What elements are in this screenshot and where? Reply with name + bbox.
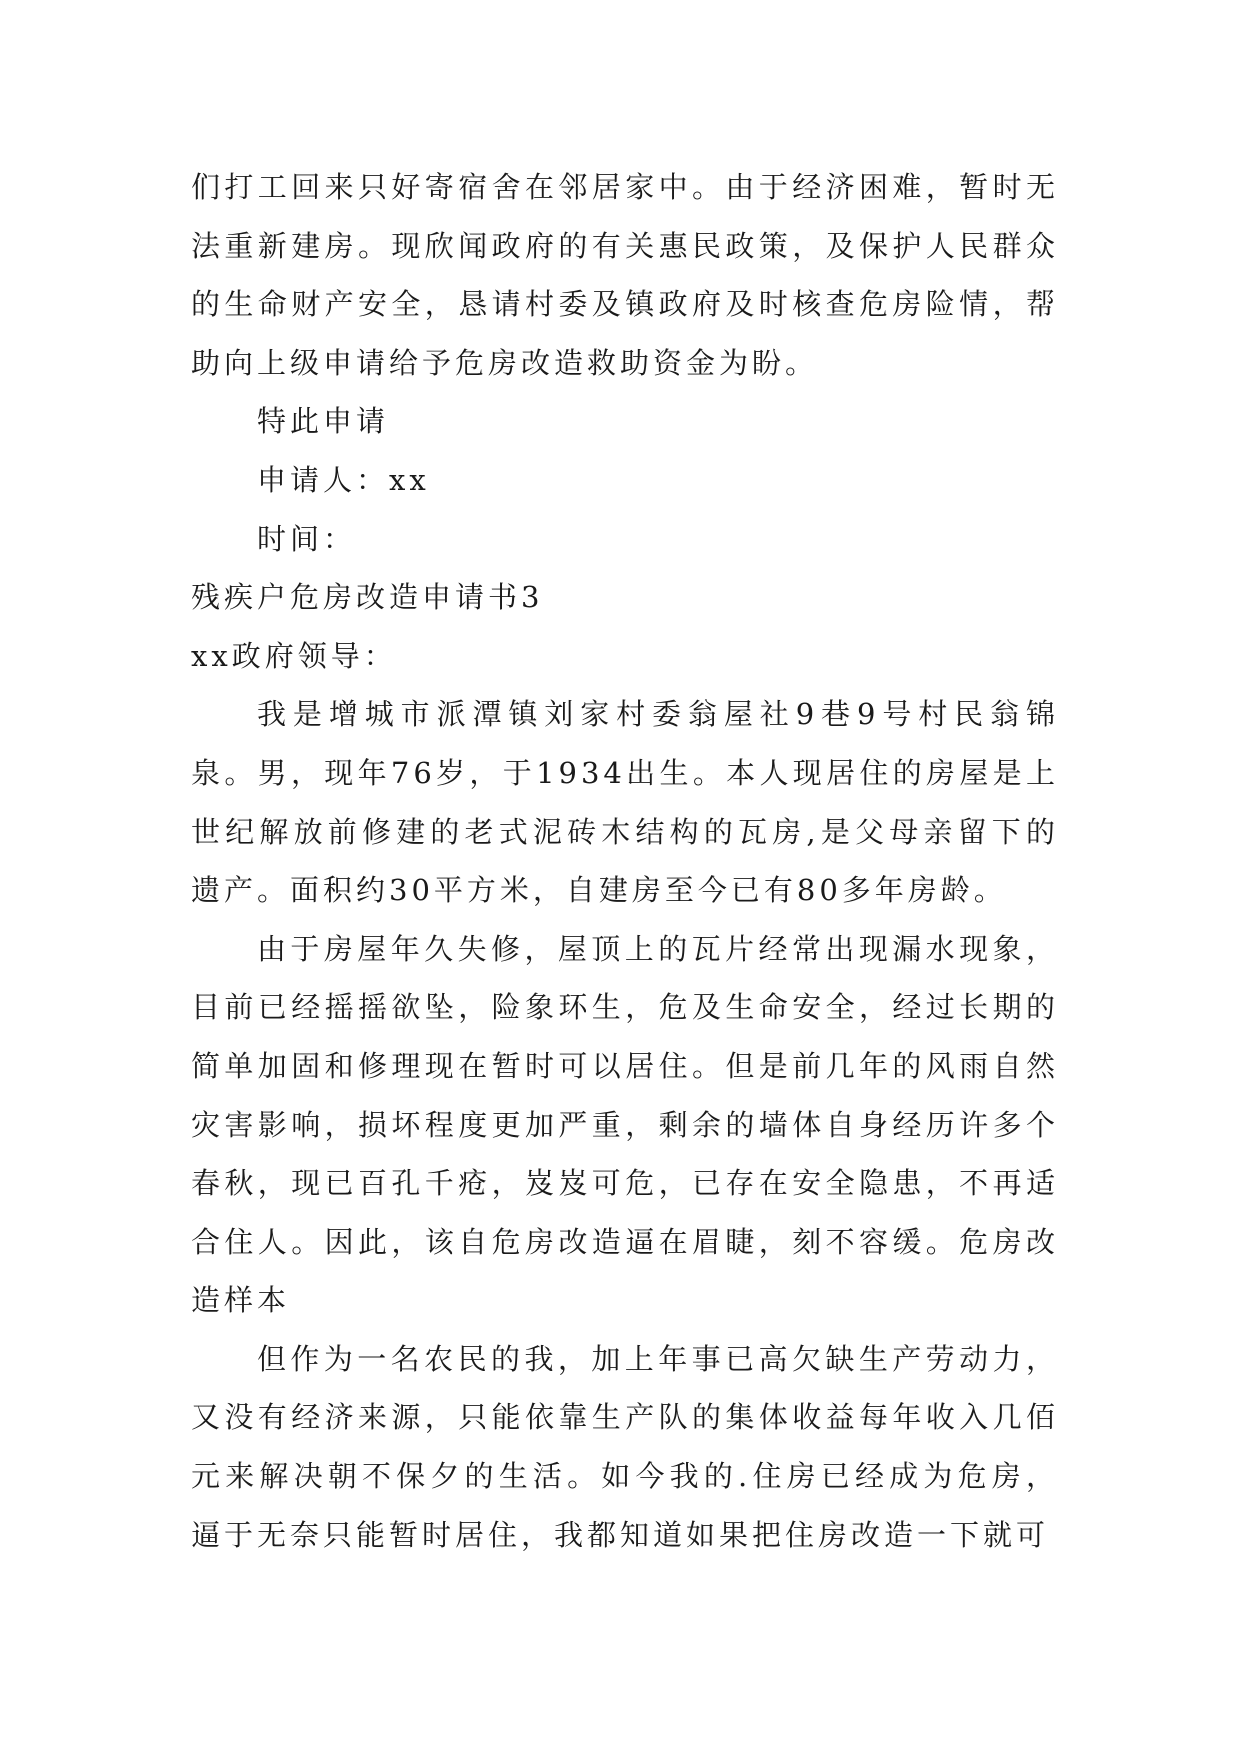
date-line: 时间： xyxy=(257,521,357,556)
closing-phrase: 特此申请 xyxy=(257,404,390,439)
section-title: 残疾户危房改造申请书3 xyxy=(191,580,544,615)
body-paragraph: 我是增城市派潭镇刘家村委翁屋社9巷9号村民翁锦泉。男，现年76岁，于1934出生。本人现居住的房屋是上世纪解放前修建的老式泥砖木结构的瓦房,是父母亲留下的遗产。面积约30平方米，自建房至今已有80多年房龄。 xyxy=(191,697,1059,908)
body-paragraph: 们打工回来只好寄宿舍在邻居家中。由于经济困难，暂时无法重新建房。现欣闻政府的有关惠民政策，及保护人民群众的生命财产安全，恳请村委及镇政府及时核查危房险情，帮助向上级申请给予危房改造救助资金为盼。 xyxy=(191,170,1059,380)
body-paragraph: 由于房屋年久失修，屋顶上的瓦片经常出现漏水现象，目前已经摇摇欲坠，险象环生，危及生命安全，经过长期的简单加固和修理现在暂时可以居住。但是前几年的风雨自然灾害影响，损坏程度更加严重，剩余的墙体自身经历许多个春秋，现已百孔千疮，岌岌可危，已存在安全隐患，不再适合住人。因此，该自危房改造逼在眉睫，刻不容缓。危房改造样本 xyxy=(191,931,1059,1318)
body-paragraph: 但作为一名农民的我，加上年事已高欠缺生产劳动力，又没有经济来源，只能依靠生产队的集体收益每年收入几佰元来解决朝不保夕的生活。如今我的.住房已经成为危房，逼于无奈只能暂时居住，我都知道如果把住房改造一下就可 xyxy=(191,1341,1059,1552)
document-body xyxy=(191,158,1059,1564)
applicant-line: 申请人：xx xyxy=(257,462,430,497)
salutation: xx政府领导： xyxy=(191,638,397,673)
